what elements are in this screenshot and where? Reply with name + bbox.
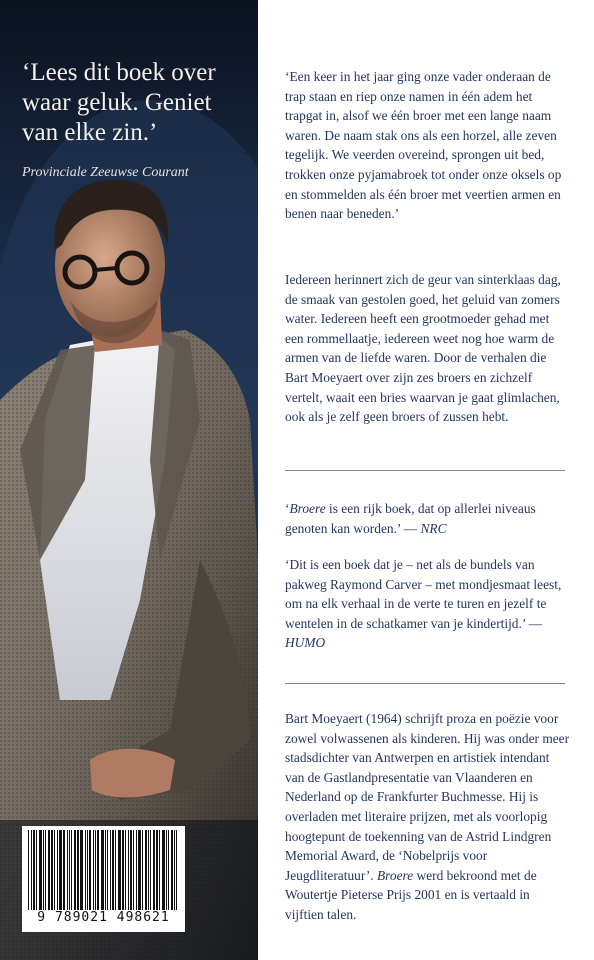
review-humo-text xyxy=(285,555,570,653)
barcode-bar xyxy=(57,830,58,910)
author-bio xyxy=(285,709,570,925)
author-photo xyxy=(0,0,258,960)
book-description xyxy=(285,270,570,427)
barcode-bar xyxy=(156,830,158,910)
book-description-text: Iedereen herinnert zich de geur van sinterklaas dag, de smaak van gestolen goed, het geluid van zomers water. Iedereen heeft een grootmoeder gehad met een rommellaatje, iedereen weet nog hoe warm de armen van de liefde waren. Door de verhalen die Bart Moeyaert over zijn zes broers en zichzelf vertelt, waait een bries waarvan je gaat glimlachen, ook als je zelf geen broers of zussen hebt. xyxy=(285,272,561,425)
barcode-bar xyxy=(101,830,104,910)
review-book-title: Broere xyxy=(289,501,326,516)
barcode-bar xyxy=(107,830,108,910)
author-bio-text xyxy=(285,709,570,925)
barcode-bar xyxy=(45,830,46,910)
barcode-bar xyxy=(168,830,169,910)
barcode-bar xyxy=(67,830,68,910)
barcode-bar xyxy=(133,830,134,910)
barcode-bar xyxy=(166,830,167,910)
barcode-bar xyxy=(95,830,96,910)
isbn-barcode xyxy=(22,826,185,932)
barcode-bar xyxy=(87,830,88,910)
barcode-bar xyxy=(74,830,76,910)
barcode-bar xyxy=(97,830,99,910)
barcode-bar xyxy=(51,830,53,910)
headline-quote: ‘Lees dit boek over waar geluk. Geniet van elke zin.’ xyxy=(22,59,216,146)
book-excerpt xyxy=(285,67,570,224)
barcode-bar xyxy=(138,830,141,910)
review-body: ‘Dit is een boek dat je – net als de bundels van pakweg Raymond Carver – met mondjesmaat leest, om na elk verhaal in de verte te turen en jezelf te wentelen in de schatkamer van je kindertijd.’ — xyxy=(285,557,562,631)
barcode-bar xyxy=(159,830,160,910)
barcode-bar xyxy=(145,830,147,910)
author-bio-part2: werd bekroond met de Woutertje Pieterse Prijs 2001 en is vertaald in vijftien talen. xyxy=(285,867,537,922)
barcode-bar xyxy=(176,830,177,910)
review-source: HUMO xyxy=(285,635,326,651)
barcode-bar xyxy=(63,830,65,910)
barcode-bar xyxy=(80,830,83,910)
barcode-bar xyxy=(118,830,121,910)
barcode-bar xyxy=(39,830,42,910)
headline-quote-source: Provinciale Zeeuwse Courant xyxy=(22,165,189,180)
review-nrc-text xyxy=(285,499,570,538)
barcode-bar xyxy=(162,830,165,910)
barcode-bar xyxy=(148,830,149,910)
barcode-bar xyxy=(174,830,175,910)
barcode-bar xyxy=(33,830,35,910)
barcode-bar xyxy=(54,830,55,910)
barcode-bar xyxy=(122,830,124,910)
barcode-bar xyxy=(36,830,37,910)
review-humo xyxy=(285,555,570,653)
divider-bottom xyxy=(285,683,565,684)
barcode-bar xyxy=(142,830,143,910)
barcode-bar xyxy=(48,830,50,910)
barcode-bar xyxy=(150,830,151,910)
barcode-bar xyxy=(71,830,72,910)
barcode-bar xyxy=(115,830,116,910)
barcode-bars xyxy=(28,830,179,910)
review-body: is een rijk boek, dat op allerlei niveaus genoten kan worden.’ — xyxy=(285,501,536,536)
barcode-bar xyxy=(128,830,129,910)
barcode-bar xyxy=(85,830,86,910)
barcode-bar xyxy=(69,830,70,910)
barcode-bar xyxy=(136,830,137,910)
isbn-number: 9 789021 498621 xyxy=(37,910,170,925)
barcode-bar xyxy=(153,830,155,910)
barcode-bar xyxy=(125,830,126,910)
barcode-bar xyxy=(28,830,29,910)
barcode-bar xyxy=(77,830,79,910)
review-nrc xyxy=(285,499,570,538)
barcode-bar xyxy=(89,830,91,910)
barcode-bar xyxy=(59,830,62,910)
barcode-bar xyxy=(171,830,173,910)
barcode-bar xyxy=(130,830,132,910)
divider-top xyxy=(285,470,565,471)
author-bio-part1: Bart Moeyaert (1964) schrijft proza en poëzie voor zowel volwassenen als kinderen. Hij was onder meer stadsdichter van Antwerpen en artistiek intendant van de Gastlandpresentatie van Vlaanderen en Nederland op de Frankfurter Buchmesse. Hij is overladen met literaire prijzen, met als voorlopig hoogtepunt de toekenning van de Astrid Lindgren Memorial Award, de ‘Nobelprijs voor Jeugdliteratuur’. xyxy=(285,711,570,883)
barcode-bar xyxy=(31,830,32,910)
review-source: NRC xyxy=(420,520,447,536)
review-opening-quote: ‘ xyxy=(285,501,290,516)
barcode-bar xyxy=(43,830,44,910)
book-excerpt-text: ‘Een keer in het jaar ging onze vader onderaan de trap staan en riep onze namen in één adem het trapgat in, alsof we één broer met een lange naam waren. De naam stak ons als een horzel, alle zeven tegelijk. We veerden overeind, sprongen uit bed, trokken onze pyjamabroek tot onder onze oksels op en stommelden als één broer met veertien armen en benen naar beneden.’ xyxy=(285,69,562,222)
author-bio-book-title: Broere xyxy=(376,867,414,883)
barcode-bar xyxy=(93,830,94,910)
barcode-bar xyxy=(105,830,106,910)
barcode-bar xyxy=(110,830,111,910)
barcode-bar xyxy=(112,830,114,910)
